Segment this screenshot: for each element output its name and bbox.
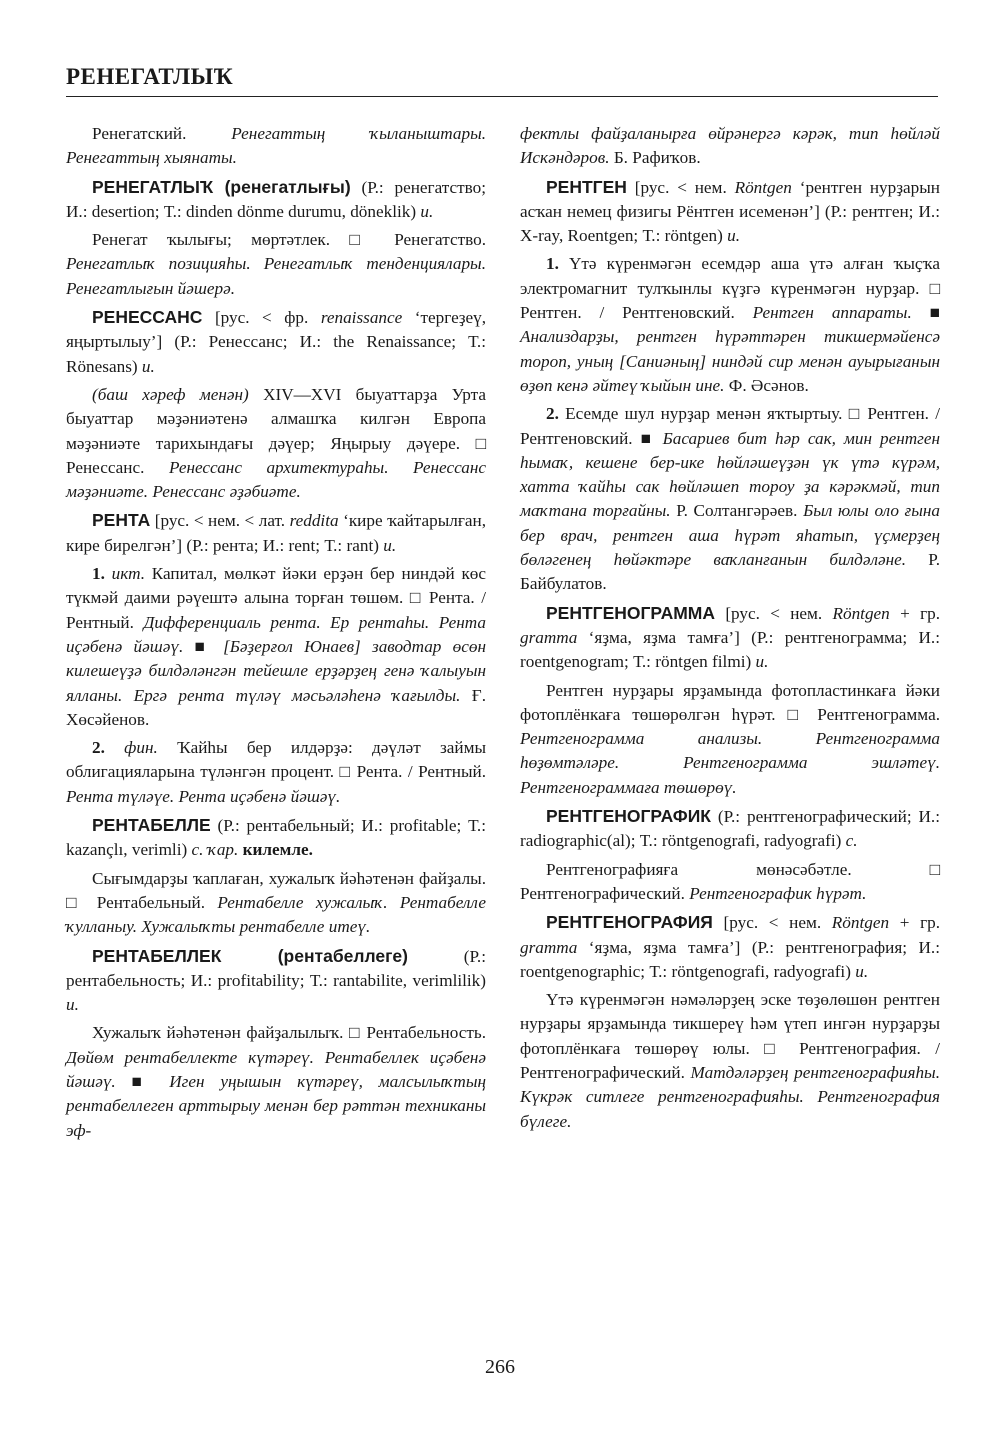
headword: РЕНТАБЕЛЛЕК (рентабеллеге)	[92, 945, 408, 966]
page-number: 266	[485, 1356, 515, 1378]
entry-rentgenografiya: РЕНТГЕНОГРАФИЯ [рус. < нем. Röntgen + гр. gramma ‘яҙма, яҙма тамға’] (Р.: рентгенография; И.: roentgenographic; Т.: röntgenografi, radyografi) и.	[520, 912, 941, 981]
definition: (баш хәреф менән) XIV—XVI быуаттарҙа Урта быуаттар мәҙәниәтенә алмашҡа килгән Европа мәҙәниәте тарихындағы дәүер; Яңырыу дәүере. □ Ренессанс. Ренессанс архитектураһы. Ренессанс мәҙәниәте. Ренессанс әҙәбиәте.	[66, 384, 487, 502]
definition: Рентген нурҙары ярҙамында фотопластинкаға йәки фотоплёнкаға төшөрөлгән һүрәт. □ Рентгенограмма. Рентгенограмма анализы. Рентгенограмма һөҙөмтәләре. Рентгенограмма эшләтеү. Рентгенограммаға төшөрөү.	[520, 680, 940, 797]
headword: РЕНЕГАТЛЫҠ (ренегатлығы)	[92, 176, 351, 197]
definition: 1. Үтә күренмәгән есемдәр аша үтә алған ҡыҫҡа электромагнит тулҡынлы күҙгә күренмәгән нурҙар. □ Рентген. / Рентгеновский. Рентген аппараты. ■ Анализдарҙы, рентген һүрәттәрен тикшермәйенсә тороп, уның [Саниәның] ниндәй сир менән ауырығанын өҙөп кенә әйтеү ҡыйын ине. Ф. Әсәнов.	[520, 254, 941, 395]
definition: Рентгенографияға мөнәсәбәтле. □ Рентгенографический. Рентгенографик һүрәт.	[520, 859, 940, 903]
entry-rentgenogramma: РЕНТГЕНОГРАММА [рус. < нем. Röntgen + гр. gramma ‘яҙма, яҙма тамға’] (Р.: рентгенограмма; И.: roentgenogram; Т.: röntgen filmi) и.	[520, 602, 941, 672]
entry-renessans: РЕНЕССАНС [рус. < фр. renaissance ‘тергеҙеү, яңыртылыу’] (Р.: Ренессанс; И.: the Renaissance; Т.: Rönesans) и.	[66, 307, 487, 376]
header-rule	[66, 96, 938, 97]
continued-quote: фектлы файҙаланырға өйрәнергә кәрәк, тип һөйләй Искәндәров. Б. Рафиҡов.	[520, 124, 940, 168]
headword: РЕНТГЕНОГРАММА	[546, 602, 716, 623]
headword: РЕНЕССАНС	[92, 307, 203, 328]
right-column	[520, 122, 940, 1138]
headword: РЕНТАБЕЛЛЕ	[92, 815, 211, 836]
headword: РЕНТГЕН	[546, 176, 627, 197]
definition: 2. Есемде шул нурҙар менән яҡтыртыу. □ Рентген. / Рентгеновский. ■ Басариев бит һәр сак, мин рентген һымаҡ, кешене бер-ике һөйләшеүҙән үк үтә күрәм, хатта ҡайһы сак һөйләшеп тороу ҙа кәрәкмәй, тип маҡтана торғайны. Р. Солтангәрәев. Был юлы оло ғына бер врач, рентген аша һүрәт яһатып, үҫмерҙең бөләгенең һөйәктәре ваҡланғанын билдәләне. Р. Байбулатов.	[520, 404, 941, 594]
entry-renegatlyk-examples: Ренегатский. Ренегаттың ҡыланыштары. Ренегаттың хыянаты.	[66, 124, 487, 168]
entry-renegatlyk: РЕНЕГАТЛЫҠ (ренегатлығы) (Р.: ренегатство; И.: desertion; Т.: dinden dönme durumu, döneklik) и.	[66, 176, 486, 221]
definition: Хужалыҡ йәһәтенән файҙалылыҡ. □ Рентабельность. Дөйөм рентабеллекте күтәреү. Рентабеллек иҫәбенә йәшәү. ■ Иген уңышын күтәреү, малсылыҡтың рентабеллеген арттырыу менән бер рәттән техниканы эф-	[66, 1023, 486, 1140]
headword: РЕНТА	[92, 510, 151, 531]
definition: Үтә күренмәгән нәмәләрҙең эске төҙөлөшөн рентген нурҙары ярҙамында тикшереү һәм үтеп ингән нурҙарҙы фотоплёнкаға төшөрөү юлы. □ Рентгенография. / Рентгенографический. Матдәләрҙең рентгенографияһы. Күкрәк ситлеге рентгенографияһы. Рентгенография бүлеге.	[520, 990, 940, 1131]
definition: 2. фин. Ҡайһы бер илдәрҙә: дәүләт займы облигацияларына түләнгән процент. □ Рента. / Рентный. Рента түләүе. Рента иҫәбенә йәшәү.	[66, 738, 487, 806]
definition: Ренегат ҡылығы; мөртәтлек. □ Ренегатство. Ренегатлыҡ позицияһы. Ренегатлыҡ тенденциялары. Ренегатлығын йәшерә.	[66, 230, 486, 298]
left-column	[66, 122, 486, 1147]
headword: РЕНТГЕНОГРАФИЯ	[546, 912, 713, 933]
entry-renta: РЕНТА [рус. < нем. < лат. reddita ‘кире ҡайтарылған, кире бирелгән’] (Р.: рента; И.: rent; Т.: rant) и.	[66, 510, 487, 555]
headword: РЕНТГЕНОГРАФИК	[546, 806, 711, 827]
entry-rentgenografik: РЕНТГЕНОГРАФИК (Р.: рентгенографический; И.: radiographic(al); Т.: röntgenografi, radyografi) с.	[520, 806, 940, 851]
entry-rentabelle: РЕНТАБЕЛЛЕ (Р.: рентабельный; И.: profitable; Т.: kazançlı, verimli) с. ҡар. килемле.	[66, 815, 486, 860]
entry-rentgen: РЕНТГЕН [рус. < нем. Röntgen ‘рентген нурҙарын асҡан немец физигы Рёнтген исеменән’] (Р.: рентген; И.: X-ray, Roentgen; Т.: röntgen) и.	[520, 176, 941, 246]
definition: 1. икт. Капитал, мөлкәт йәки ерҙән бер ниндәй көс түкмәй даими рәүештә алына торған төшөм. □ Рента. / Рентный. Дифференциаль рента. Ер рентаһы. Рента иҫәбенә йәшәү. ■ [Бәҙерғол Юнаев] заводтар өсөн килешеүҙә билдәләнгән тейешле ерҙәрҙең генә ҡалыуын ялланы. Ергә рента түләү мәсьәләһенә ҡағылды. Ғ. Хөсәйенов.	[66, 564, 487, 729]
definition: Сығымдарҙы ҡаплаған, хужалыҡ йәһәтенән файҙалы. □ Рентабельный. Рентабелле хужалыҡ. Рентабелле ҡулланыу. Хужалыҡты рентабелле итеү.	[66, 868, 486, 937]
running-head: РЕНЕГАТЛЫҠ	[66, 64, 234, 89]
entry-rentabellek: РЕНТАБЕЛЛЕК (рентабеллеге) (Р.: рентабельность; И.: profitability; Т.: rantabilite, verimlilik) и.	[66, 945, 486, 1015]
